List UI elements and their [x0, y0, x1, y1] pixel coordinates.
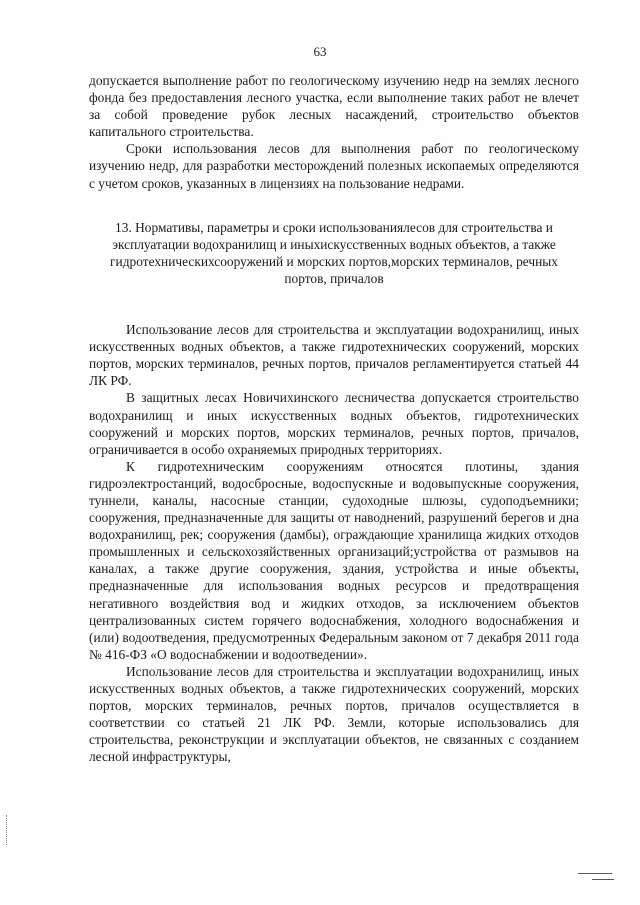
- body-paragraph: К гидротехническим сооружениям относятся плотины, здания гидроэлектростанций, водосбросные, водоспускные и водовыпускные сооружения, туннели, каналы, насосные станции, судоходные шлюзы, судоподъемники; сооружения, предназначенные для защиты от наводнений, разрушений берегов и дна водохранилищ, рек; сооружения (дамбы), ограждающие хранилища жидких отходов промышленных и сельскохозяйственных организаций;устройства от размывов на каналах, а также другие сооружения, здания, устройства и иные объекты, предназначенные для использования водных ресурсов и предотвращения негативного воздействия вод и жидких отходов, за исключением объектов централизованных систем горячего водоснабжения, холодного водоснабжения и (или) водоотведения, предусмотренных Федеральным законом от 7 декабря 2011 года № 416-ФЗ «О водоснабжении и водоотведении».: [89, 458, 579, 662]
- body-paragraph: В защитных лесах Новичихинского лесничества допускается строительство водохранилищ и иных искусственных водных объектов, гидротехнических сооружений и морских портов, морских терминалов, речных портов, причалов, ограничивается в особо охраняемых природных территориях.: [89, 390, 579, 457]
- scan-edge-mark: [6, 815, 8, 845]
- scan-artifact-line: [578, 873, 612, 874]
- scan-artifact-line: [592, 879, 614, 880]
- body-paragraph: Сроки использования лесов для выполнения работ по геологическому изучению недр, для разработки месторождений полезных ископаемых определяются с учетом сроков, указанных в лицензиях на пользование недрами.: [89, 141, 579, 191]
- body-paragraph: Использование лесов для строительства и эксплуатации водохранилищ, иных искусственных водных объектов, а также гидротехнических сооружений, морских портов, морских терминалов, речных портов, причалов регламентируется статьей 44 ЛК РФ.: [89, 322, 579, 389]
- page-body: [89, 72, 579, 765]
- page-number: 63: [313, 44, 327, 59]
- section-heading: 13. Нормативы, параметры и сроки использованиялесов для строительства и эксплуатации водохранилищ и иныхискусственных водных объектов, а также гидротехническихсооружений и морских портов,морских терминалов, речных портов, причалов: [110, 219, 558, 286]
- body-paragraph: Использование лесов для строительства и эксплуатации водохранилищ, иных искусственных водных объектов, а также гидротехнических сооружений, морских портов, морских терминалов, речных портов, причалов осуществляется в соответствии со статьей 21 ЛК РФ. Земли, которые использовались для строительства, реконструкции и эксплуатации объектов, не связанных с созданием лесной инфраструктуры,: [89, 663, 579, 765]
- body-paragraph: допускается выполнение работ по геологическому изучению недр на землях лесного фонда без предоставления лесного участка, если выполнение таких работ не влечет за собой проведение рубок лесных насаждений, строительство объектов капитального строительства.: [89, 73, 579, 140]
